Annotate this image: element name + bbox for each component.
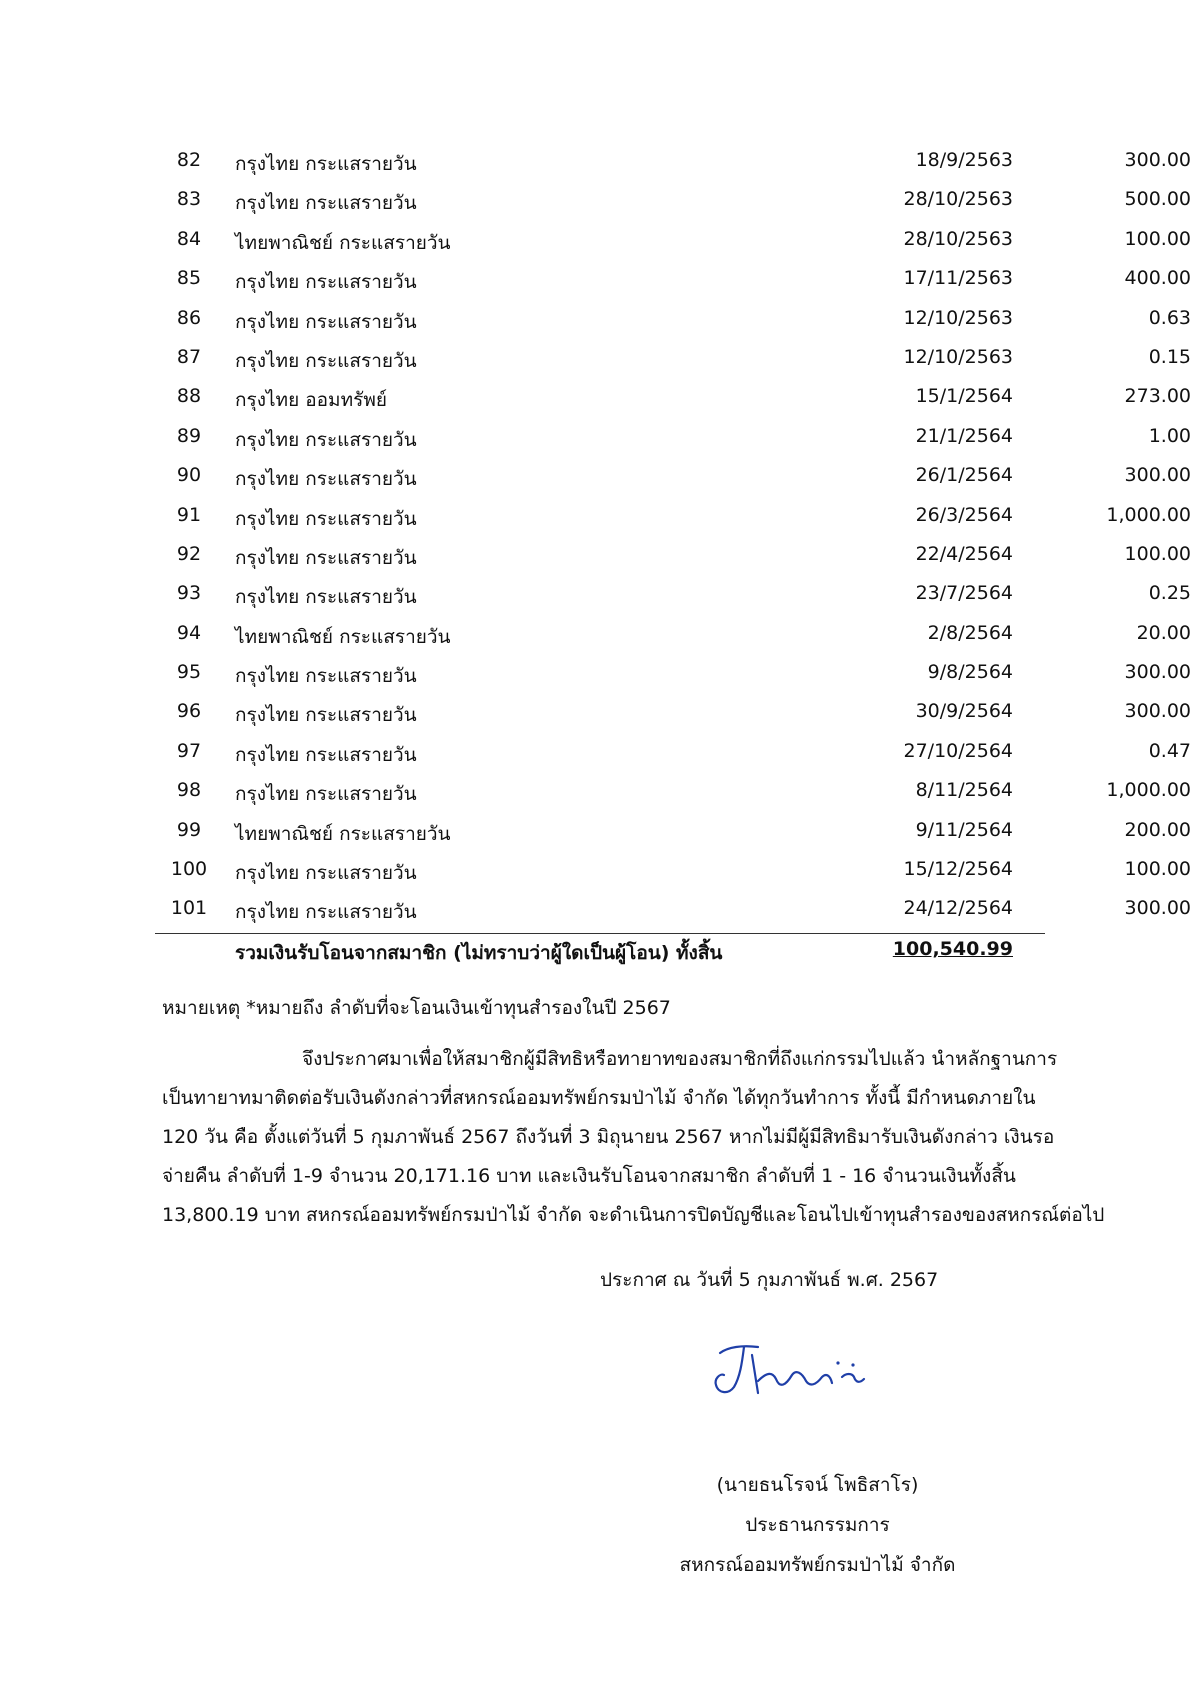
table-row xyxy=(155,815,1191,854)
bank-account: กรุงไทย กระแสรายวัน xyxy=(235,310,417,333)
remark-note: หมายเหตุ *หมายถึง ลำดับที่จะโอนเงินเข้าทุนสำรองในปี 2567 xyxy=(162,997,671,1019)
transfer-amount: 300.00 xyxy=(1124,661,1191,684)
signatory-block xyxy=(590,1465,1045,1585)
table-row xyxy=(155,578,1191,617)
transfer-date: 18/9/2563 xyxy=(915,149,1013,171)
bank-account: กรุงไทย กระแสรายวัน xyxy=(235,665,417,688)
transfer-amount: 0.25 xyxy=(1148,582,1191,605)
transfer-date: 15/1/2564 xyxy=(915,385,1013,408)
table-row xyxy=(155,854,1191,893)
transfer-date: 22/4/2564 xyxy=(915,542,1013,565)
table-row xyxy=(155,657,1191,696)
row-number: 86 xyxy=(176,306,202,329)
transfer-date: 26/3/2564 xyxy=(915,503,1013,526)
transfer-amount: 0.63 xyxy=(1148,306,1191,329)
table-row xyxy=(155,539,1191,578)
table-row xyxy=(155,460,1191,499)
transfer-amount: 100.00 xyxy=(1124,542,1191,565)
transfer-date: 28/10/2563 xyxy=(903,227,1013,250)
bank-account: กรุงไทย ออมทรัพย์ xyxy=(235,389,387,412)
transfer-amount: 300.00 xyxy=(1124,149,1191,171)
transfer-date: 2/8/2564 xyxy=(927,621,1013,644)
bank-account: กรุงไทย กระแสรายวัน xyxy=(235,271,417,294)
row-number: 89 xyxy=(176,424,202,447)
transfer-amount: 1,000.00 xyxy=(1106,503,1191,526)
bank-account: กรุงไทย กระแสรายวัน xyxy=(235,586,417,609)
table-row xyxy=(155,263,1191,302)
row-number: 101 xyxy=(170,897,208,920)
bank-account: ไทยพาณิชย์ กระแสรายวัน xyxy=(235,625,451,648)
transfer-date: 23/7/2564 xyxy=(915,582,1013,605)
bank-account: กรุงไทย กระแสรายวัน xyxy=(235,743,417,766)
announcement-date: ประกาศ ณ วันที่ 5 กุมภาพันธ์ พ.ศ. 2567 xyxy=(600,1269,939,1291)
row-number: 88 xyxy=(176,385,202,408)
bank-account: กรุงไทย กระแสรายวัน xyxy=(235,862,417,885)
row-number: 85 xyxy=(176,267,202,290)
transfer-date: 8/11/2564 xyxy=(915,779,1013,802)
transfer-date: 15/12/2564 xyxy=(903,858,1013,881)
announcement-paragraph xyxy=(162,1040,1105,1235)
row-number: 82 xyxy=(176,149,202,171)
row-number: 97 xyxy=(176,739,202,762)
bank-account: กรุงไทย กระแสรายวัน xyxy=(235,428,417,451)
transfer-amount: 0.47 xyxy=(1148,739,1191,762)
transfer-amount: 273.00 xyxy=(1124,385,1191,408)
table-row xyxy=(155,775,1191,814)
table-row xyxy=(155,145,1191,184)
transfer-date: 12/10/2563 xyxy=(903,306,1013,329)
total-label: รวมเงินรับโอนจากสมาชิก (ไม่ทราบว่าผู้ใดเป็นผู้โอน) ทั้งสิ้น xyxy=(235,942,723,964)
transfer-date: 27/10/2564 xyxy=(903,739,1013,762)
table-row xyxy=(155,500,1191,539)
transfer-amount: 200.00 xyxy=(1124,818,1191,841)
transfer-amount: 1.00 xyxy=(1148,424,1191,447)
bank-account: กรุงไทย กระแสรายวัน xyxy=(235,192,417,215)
table-row xyxy=(155,421,1191,460)
row-number: 84 xyxy=(176,227,202,250)
row-number: 83 xyxy=(176,188,202,211)
bank-account: กรุงไทย กระแสรายวัน xyxy=(235,507,417,530)
table-row xyxy=(155,342,1191,381)
transfer-date: 17/11/2563 xyxy=(903,267,1013,290)
transfer-date: 9/8/2564 xyxy=(927,661,1013,684)
transfer-amount: 400.00 xyxy=(1124,267,1191,290)
table-row xyxy=(155,303,1191,342)
paragraph-line: จ่ายคืน ลำดับที่ 1-9 จำนวน 20,171.16 บาท และเงินรับโอนจากสมาชิก ลำดับที่ 1 - 16 จำนวนเงินทั้งสิ้น xyxy=(162,1165,1016,1187)
signatory-title: ประธานกรรมการ xyxy=(745,1514,890,1536)
paragraph-line: 13,800.19 บาท สหกรณ์ออมทรัพย์กรมป่าไม้ จำกัด จะดำเนินการปิดบัญชีและโอนไปเข้าทุนสำรองของสหกรณ์ต่อไป xyxy=(162,1204,1105,1226)
transfer-table xyxy=(155,145,1191,933)
transfer-date: 26/1/2564 xyxy=(915,464,1013,487)
transfer-amount: 100.00 xyxy=(1124,227,1191,250)
transfer-amount: 100.00 xyxy=(1124,858,1191,881)
transfer-amount: 300.00 xyxy=(1124,464,1191,487)
bank-account: กรุงไทย กระแสรายวัน xyxy=(235,349,417,372)
transfer-date: 12/10/2563 xyxy=(903,345,1013,368)
paragraph-line: จึงประกาศมาเพื่อให้สมาชิกผู้มีสิทธิหรือทายาทของสมาชิกที่ถึงแก่กรรมไปแล้ว นำหลักฐานการ xyxy=(302,1048,1058,1070)
signatory-name: (นายธนโรจน์ โพธิสาโร) xyxy=(716,1474,919,1496)
signatory-organization: สหกรณ์ออมทรัพย์กรมป่าไม้ จำกัด xyxy=(679,1554,956,1576)
total-amount: 100,540.99 xyxy=(892,938,1013,960)
transfer-amount: 20.00 xyxy=(1136,621,1191,644)
transfer-amount: 300.00 xyxy=(1124,897,1191,920)
row-number: 87 xyxy=(176,345,202,368)
bank-account: กรุงไทย กระแสรายวัน xyxy=(235,546,417,569)
table-row xyxy=(155,618,1191,657)
bank-account: กรุงไทย กระแสรายวัน xyxy=(235,901,417,924)
table-row xyxy=(155,381,1191,420)
row-number: 94 xyxy=(176,621,202,644)
transfer-amount: 500.00 xyxy=(1124,188,1191,211)
transfer-amount: 1,000.00 xyxy=(1106,779,1191,802)
row-number: 100 xyxy=(170,858,208,881)
transfer-amount: 0.15 xyxy=(1148,345,1191,368)
transfer-date: 28/10/2563 xyxy=(903,188,1013,211)
row-number: 95 xyxy=(176,661,202,684)
bank-account: ไทยพาณิชย์ กระแสรายวัน xyxy=(235,231,451,254)
signature-image xyxy=(706,1333,876,1408)
row-number: 96 xyxy=(176,700,202,723)
row-number: 92 xyxy=(176,542,202,565)
row-number: 93 xyxy=(176,582,202,605)
table-row xyxy=(155,736,1191,775)
transfer-amount: 300.00 xyxy=(1124,700,1191,723)
bank-account: กรุงไทย กระแสรายวัน xyxy=(235,783,417,806)
table-row xyxy=(155,224,1191,263)
total-divider xyxy=(155,933,1045,934)
bank-account: กรุงไทย กระแสรายวัน xyxy=(235,468,417,491)
row-number: 90 xyxy=(176,464,202,487)
bank-account: ไทยพาณิชย์ กระแสรายวัน xyxy=(235,822,451,845)
row-number: 98 xyxy=(176,779,202,802)
paragraph-line: 120 วัน คือ ตั้งแต่วันที่ 5 กุมภาพันธ์ 2567 ถึงวันที่ 3 มิถุนายน 2567 หากไม่มีผู้มีสิทธิมารับเงินดังกล่าว เงินรอ xyxy=(162,1126,1055,1148)
row-number: 99 xyxy=(176,818,202,841)
table-row xyxy=(155,184,1191,223)
table-row xyxy=(155,696,1191,735)
paragraph-line: เป็นทายาทมาติดต่อรับเงินดังกล่าวที่สหกรณ์ออมทรัพย์กรมป่าไม้ จำกัด ได้ทุกวันทำการ ทั้งนี้ มีกำหนดภายใน xyxy=(162,1087,1036,1109)
transfer-date: 24/12/2564 xyxy=(903,897,1013,920)
row-number: 91 xyxy=(176,503,202,526)
bank-account: กรุงไทย กระแสรายวัน xyxy=(235,153,417,175)
bank-account: กรุงไทย กระแสรายวัน xyxy=(235,704,417,727)
table-row xyxy=(155,893,1191,932)
transfer-date: 30/9/2564 xyxy=(915,700,1013,723)
transfer-date: 21/1/2564 xyxy=(915,424,1013,447)
transfer-date: 9/11/2564 xyxy=(915,818,1013,841)
